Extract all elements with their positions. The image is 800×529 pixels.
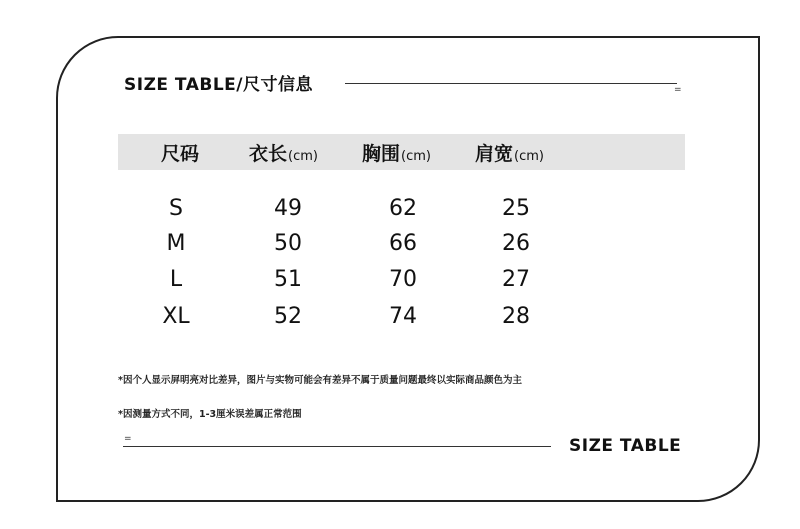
measurement-tolerance-note: *因测量方式不同，1-3厘米误差属正常范围 <box>118 409 302 420</box>
table-cell-length: 52 <box>274 304 302 329</box>
table-cell-length: 51 <box>274 267 302 292</box>
table-cell-shoulder: 27 <box>502 267 530 292</box>
table-cell-length: 50 <box>274 231 302 256</box>
column-header-label: 尺码 <box>160 143 199 165</box>
column-header-label: 肩宽 <box>475 143 514 165</box>
column-header-unit: (cm) <box>288 149 318 164</box>
column-header-chest <box>362 143 431 165</box>
table-cell-chest: 62 <box>389 196 417 221</box>
table-cell-size: M <box>166 231 186 256</box>
table-cell-shoulder: 28 <box>502 304 530 329</box>
corner-mark-bottom: = <box>124 434 132 444</box>
page-title: SIZE TABLE/尺寸信息 <box>124 75 313 95</box>
column-header-size <box>150 143 210 165</box>
table-cell-size: L <box>169 267 183 292</box>
corner-mark-top: = <box>674 85 682 95</box>
column-header-shoulder <box>475 143 544 165</box>
column-header-length <box>249 143 318 165</box>
table-cell-chest: 66 <box>389 231 417 256</box>
column-header-unit: (cm) <box>514 149 544 164</box>
table-cell-chest: 70 <box>389 267 417 292</box>
display-difference-note: *因个人显示屏明亮对比差异，图片与实物可能会有差异不属于质量问题最终以实际商品颜色为主 <box>118 375 522 386</box>
table-cell-shoulder: 25 <box>502 196 530 221</box>
table-cell-size: S <box>169 196 183 221</box>
table-cell-chest: 74 <box>389 304 417 329</box>
table-cell-length: 49 <box>274 196 302 221</box>
footer-title: SIZE TABLE <box>569 436 682 456</box>
column-header-unit: (cm) <box>401 149 431 164</box>
column-header-label: 衣长 <box>249 143 288 165</box>
column-header-label: 胸围 <box>362 143 401 165</box>
table-cell-size: XL <box>162 304 190 329</box>
title-divider <box>345 83 677 84</box>
table-cell-shoulder: 26 <box>502 231 530 256</box>
footer-divider <box>123 446 551 447</box>
